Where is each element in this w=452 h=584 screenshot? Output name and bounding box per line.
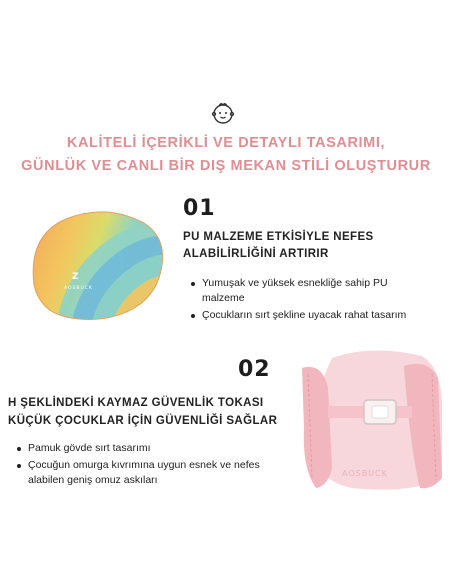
list-item: Pamuk gövde sırt tasarımı xyxy=(14,441,264,456)
section2-title-line2: KÜÇÜK ÇOCUKLAR İÇİN GÜVENLİĞİ SAĞLAR xyxy=(8,415,278,427)
list-item: Çocuğun omurga kıvrımına uygun esnek ve nefes alabilen geniş omuz askıları xyxy=(14,458,264,488)
page-heading-line1: KALİTELİ İÇERİKLİ VE DETAYLI TASARIMI, xyxy=(66,135,386,151)
list-item: Yumuşak ve yüksek esnekliğe sahip PU malzeme xyxy=(188,276,408,306)
section1-title-line1: PU MALZEME ETKİSİYLE NEFES xyxy=(183,231,374,243)
svg-text:Z: Z xyxy=(72,272,79,282)
page-heading-line2: GÜNLÜK VE CANLI BİR DIŞ MEKAN STİLİ OLUŞTURUR xyxy=(21,158,431,174)
pink-strap-buckle-image xyxy=(292,348,452,498)
section-number-02: 02 xyxy=(238,357,271,382)
section2-bullet-list xyxy=(14,441,264,490)
section1-title-line2: ALABİLİRLİĞİNİ ARTIRIR xyxy=(183,248,329,260)
baby-face-icon xyxy=(210,100,236,126)
svg-text:AOSBUCK: AOSBUCK xyxy=(342,469,388,478)
section1-bullet-list xyxy=(188,276,408,325)
list-item: Çocukların sırt şekline uyacak rahat tasarım xyxy=(188,308,408,323)
rainbow-backpack-panel-image xyxy=(26,205,168,325)
section2-title-line1: H ŞEKLİNDEKİ KAYMAZ GÜVENLİK TOKASI xyxy=(8,397,264,409)
image-logo-text: AOSBUCK xyxy=(64,286,93,291)
section-number-01: 01 xyxy=(183,196,216,221)
